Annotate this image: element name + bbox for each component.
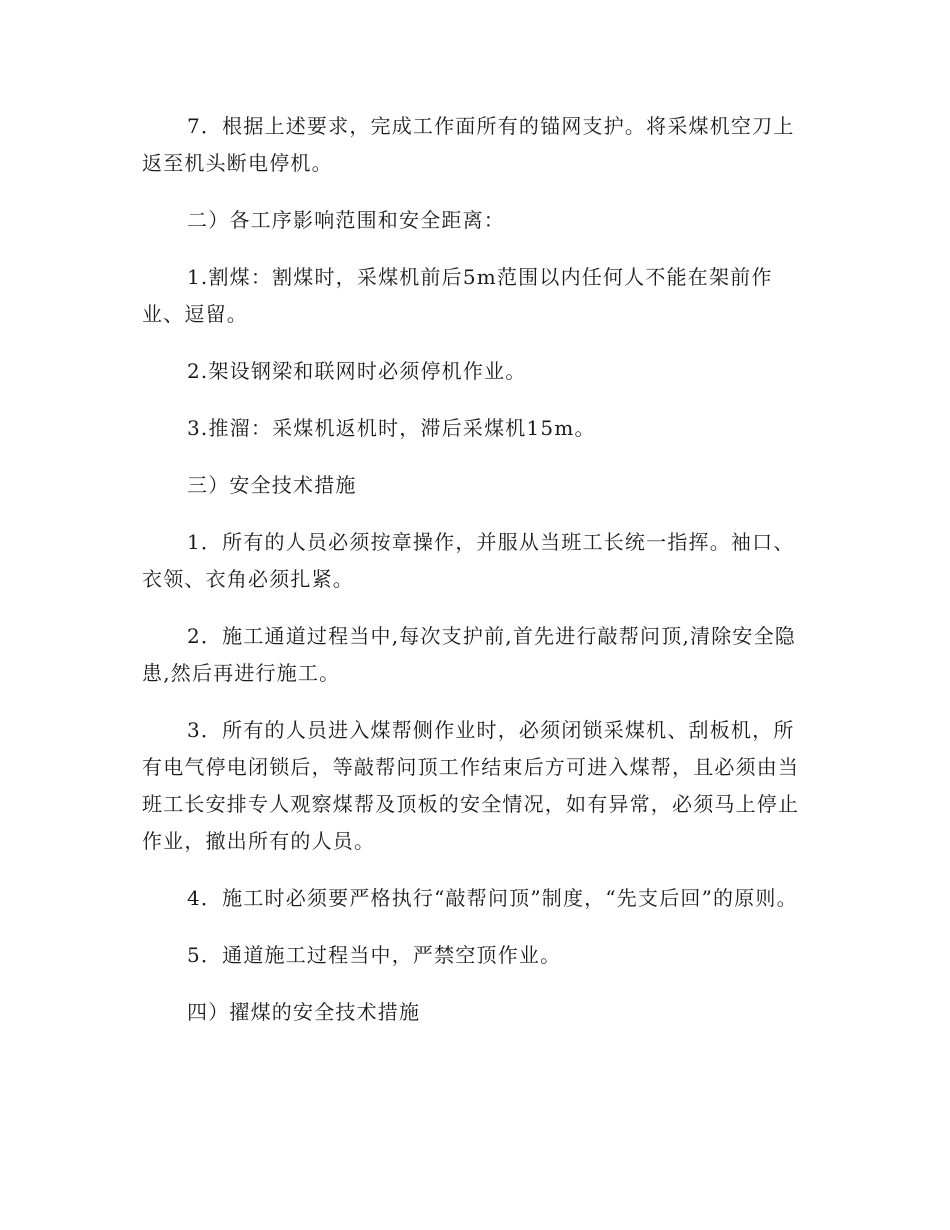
paragraph-measure-2: 2．施工通道过程当中,每次支护前,首先进行敲帮问顶,清除安全隐患,然后再进行施工。 <box>142 624 796 685</box>
paragraph-measure-5: 5．通道施工过程当中，严禁空顶作业。 <box>187 943 562 967</box>
paragraph-item-7-support: 7．根据上述要求，完成工作面所有的锚网支护。将采煤机空刀上返至机头断电停机。 <box>142 114 795 175</box>
paragraph-coal-cutting: 1.割煤：割煤时，采煤机前后5m范围以内任何人不能在架前作业、逗留。 <box>142 265 773 326</box>
document-page <box>142 108 814 1051</box>
paragraph-measure-4: 4．施工时必须要严格执行“敲帮问顶”制度，“先支后回”的原则。 <box>187 886 798 910</box>
section-heading-safety-distance: 二）各工序影响范围和安全距离： <box>187 208 505 232</box>
paragraph-pushing: 3.推溜：采煤机返机时，滞后采煤机15m。 <box>187 416 596 440</box>
section-heading-safety-measures: 三）安全技术措施 <box>187 473 357 497</box>
paragraph-steel-beam: 2.架设钢梁和联网时必须停机作业。 <box>187 359 527 383</box>
paragraph-measure-1: 1．所有的人员必须按章操作，并服从当班工长统一指挥。袖口、衣领、衣角必须扎紧。 <box>142 530 795 591</box>
section-heading-coal-measures: 四）擢煤的安全技术措施 <box>187 1000 421 1024</box>
paragraph-measure-3: 3．所有的人员进入煤帮侧作业时，必须闭锁采煤机、刮板机，所有电气停电闭锁后，等敲帮问顶工作结束后方可进入煤帮，且必须由当班工长安排专人观察煤帮及顶板的安全情况，如有异常，必须马上停止作业，撤出所有的人员。 <box>142 718 800 853</box>
